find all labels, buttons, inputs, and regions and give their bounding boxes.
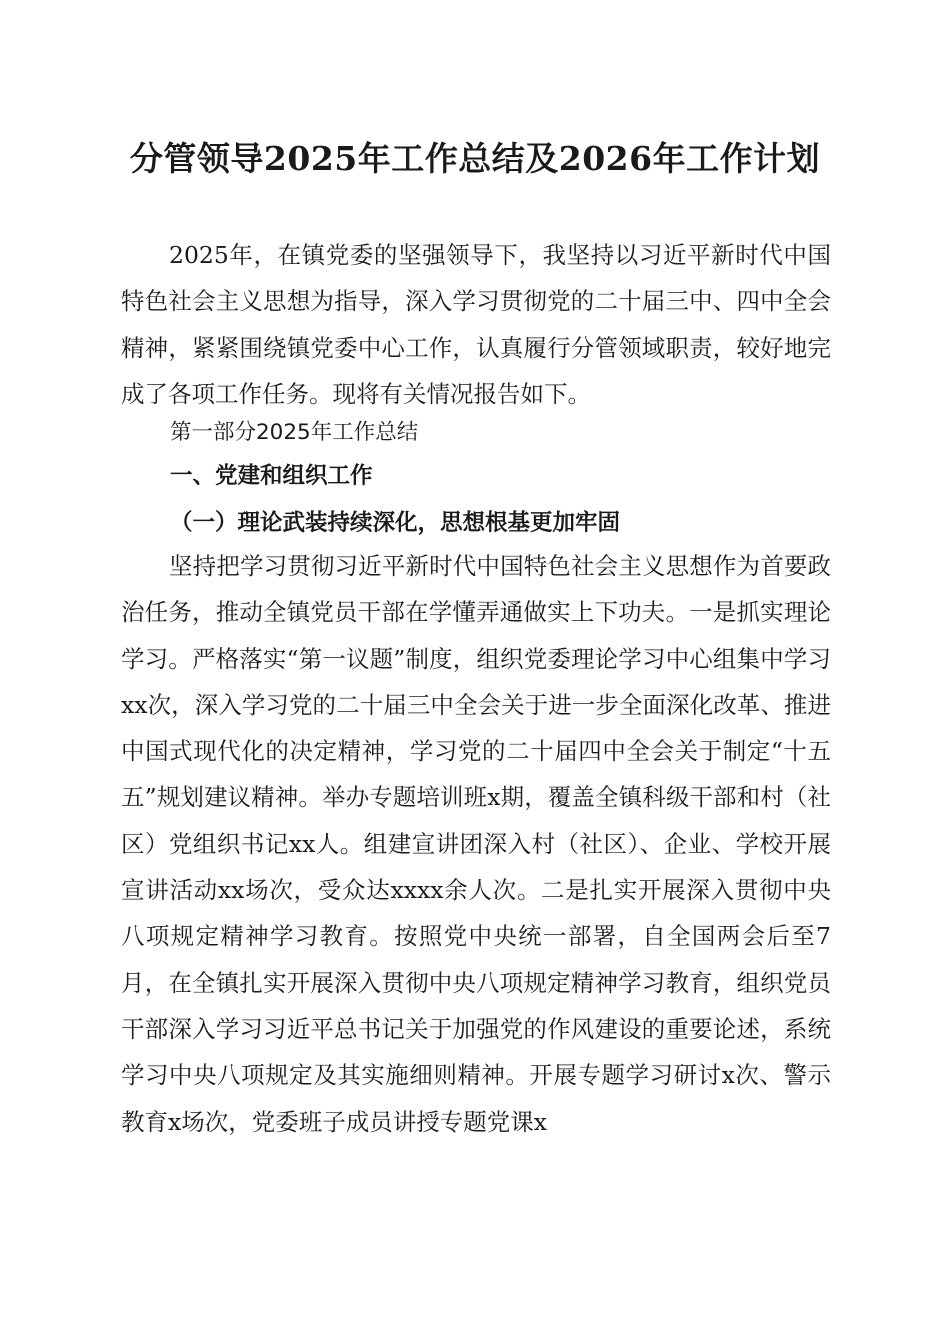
subsection-heading: （一）理论武装持续深化，思想根基更加牢固 [170, 510, 621, 536]
part-heading: 第一部分2025年工作总结 [170, 420, 419, 445]
document-title: 分管领导2025年工作总结及2026年工作计划 [129, 139, 821, 178]
section-heading: 一、党建和组织工作 [170, 463, 373, 489]
body-paragraph: 坚持把学习贯彻习近平新时代中国特色社会主义思想作为首要政治任务，推动全镇党员干部在学懂弄通做实上下功夫。一是抓实理论学习。严格落实“第一议题”制度，组织党委理论学习中心组集中学习xx次，深入学习党的二十届三中全会关于进一步全面深化改革、推进中国式现代化的决定精神，学习党的二十届四中全会关于制定“十五五”规划建议精神。举办专题培训班x期，覆盖全镇科级干部和村（社区）党组织书记xx人。组建宣讲团深入村（社区）、企业、学校开展宣讲活动xx场次，受众达xxxx余人次。二是扎实开展深入贯彻中央八项规定精神学习教育。按照党中央统一部署，自全国两会后至7月，在全镇扎实开展深入贯彻中央八项规定精神学习教育，组织党员干部深入学习习近平总书记关于加强党的作风建设的重要论述，系统学习中央八项规定及其实施细则精神。开展专题学习研讨x次、警示教育x场次，党委班子成员讲授专题党课x [121, 552, 831, 1136]
intro-paragraph: 2025年，在镇党委的坚强领导下，我坚持以习近平新时代中国特色社会主义思想为指导，深入学习贯彻党的二十届三中、四中全会精神，紧紧围绕镇党委中心工作，认真履行分管领域职责，较好地完成了各项工作任务。现将有关情况报告如下。 [121, 241, 831, 408]
